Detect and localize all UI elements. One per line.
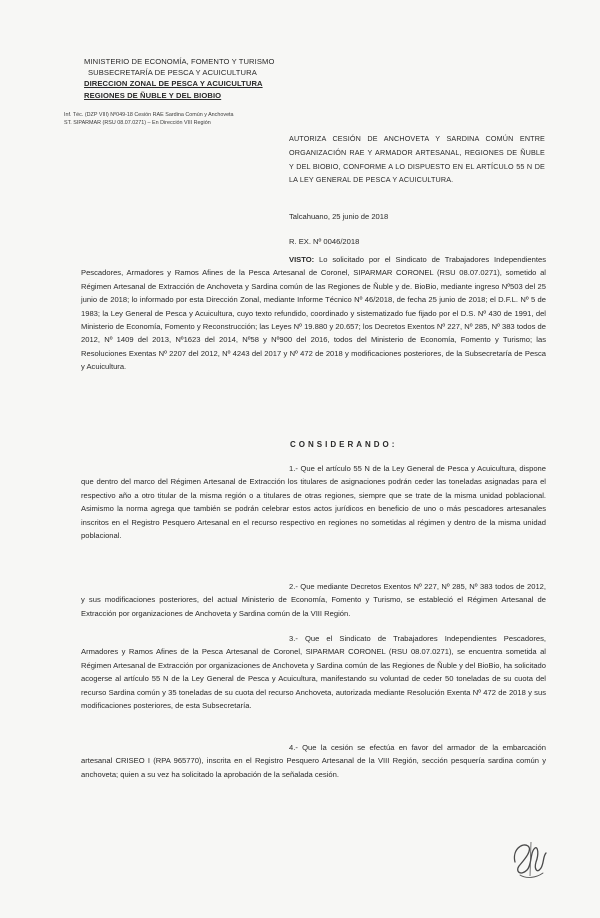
considerando-heading: CONSIDERANDO: — [290, 440, 398, 449]
resolution-date: Talcahuano, 25 junio de 2018 — [289, 212, 389, 221]
considerando-item-text: 3.- Que el Sindicato de Trabajadores Independientes Pescadores, Armadores y Ramos Afines de la Pesca Artesanal de Coronel, SIPARMAR CORONEL (RSU 08.07.0271), se encuentra sometida al Régimen Artesanal de Extracción por organizaciones de Anchoveta y Sardina común de las Regiones de Ñuble y del BioBio, ha solicitado acogerse al artículo 55 N de la Ley General de Pesca y Acuicultura, manifestando su voluntad de ceder 50 toneladas de su cuota del recurso Sardina común y 35 toneladas de su cuota del recurso Anchoveta, autorizada mediante Resolución Exenta Nº 472 de 2018 y sus modificaciones posteriores, de esta Subsecretaría. — [81, 634, 546, 711]
visto-paragraph — [81, 253, 546, 374]
reference-line-2: ST. SIPARMAR (RSU 08.07.0271) – En Dirección VIII Región — [64, 120, 211, 126]
resolution-subject: AUTORIZA CESIÓN DE ANCHOVETA Y SARDINA COMÚN ENTRE ORGANIZACIÓN RAE Y ARMADOR ARTESANAL, REGIONES DE ÑUBLE Y DEL BIOBIO, CONFORME A LO DISPUESTO EN EL ARTÍCULO 55 N DE LA LEY GENERAL DE PESCA Y ACUICULTURA. — [289, 134, 545, 185]
considerando-item-text: 4.- Que la cesión se efectúa en favor del armador de la embarcación artesanal CRISEO I (RPA 965770), inscrita en el Registro Pesquero Artesanal de la VIII Región, sección pesquería sardina común y anchoveta; quien a su vez ha solicitado la aprobación de la señalada cesión. — [81, 743, 546, 779]
ministry-line: MINISTERIO DE ECONOMÍA, FOMENTO Y TURISMO — [84, 57, 275, 66]
considerando-item-1 — [81, 462, 546, 542]
reference-lines — [64, 111, 324, 127]
considerando-item-text: 2.- Que mediante Decretos Exentos Nº 227, Nº 285, Nº 383 todos de 2012, y sus modificaciones posteriores, del actual Ministerio de Economía, Fomento y Turismo, se estableció el Régimen Artesanal de Extracción por organizaciones de Anchoveta y Sardina común de la VIII Región. — [81, 582, 546, 618]
considerando-item-2 — [81, 580, 546, 620]
letterhead — [84, 56, 314, 101]
reference-line-1: Inf. Téc. (DZP VIII) Nº049-18 Cesión RAE Sardina Común y Anchoveta — [64, 112, 234, 118]
considerando-item-3 — [81, 632, 546, 712]
direccion-line: DIRECCION ZONAL DE PESCA Y ACUICULTURA — [84, 79, 263, 89]
resolution-number: R. EX. Nº 0046/2018 — [289, 237, 360, 246]
visto-label: VISTO: — [289, 255, 315, 264]
visto-text: Lo solicitado por el Sindicato de Trabajadores Independientes Pescadores, Armadores y Ramos Afines de la Pesca Artesanal de Coronel, SIPARMAR CORONEL (RSU 08.07.0271), sometido al Régimen Artesanal de Extracción de Anchoveta y Sardina común de las Regiones de Ñuble y de. BioBio, mediante ingreso Nº503 del 25 junio de 2018; lo informado por esta Dirección Zonal, mediante Informe Técnico Nº 46/2018, de fecha 25 junio de 2018; el D.F.L. Nº 5 de 1983; la Ley General de Pesca y Acuicultura, cuyo texto refundido, coordinado y sistematizado fue fijado por el D.S. Nº 430 de 1991, del Ministerio de Economía, Fomento y Reconstrucción; las Leyes Nº 19.880 y 20.657; los Decretos Exentos Nº 227, Nº 285, Nº 383 todos de 2012, Nº 1409 del 2013, Nº1623 del 2014, Nº58 y Nº900 del 2016, todos del Ministerio de Economía, Fomento y Turismo; las Resoluciones Exentas Nº 2207 del 2012, Nº 4243 del 2017 y Nº 472 de 2018 y modificaciones posteriores, de la Subsecretaría de Pesca y Acuicultura. — [81, 255, 546, 372]
subsecretaria-line: SUBSECRETARÍA DE PESCA Y ACUICULTURA — [88, 68, 257, 78]
considerando-item-text: 1.- Que el artículo 55 N de la Ley General de Pesca y Acuicultura, dispone que dentro del marco del Régimen Artesanal de Extracción los titulares de asignaciones podrán ceder las toneladas asignadas para el respectivo año a otro titular de la misma región o a titulares de otras regiones, siempre que se trate de la misma unidad poblacional. Asimismo la norma agrega que también se podrán celebrar estos actos jurídicos en beneficio de uno o más pescadores artesanales inscritos en el Registro Pesquero Artesanal en el recurso respectivo en regiones no sometidas al régimen y dentro de la misma unidad poblacional. — [81, 464, 546, 541]
regiones-line: REGIONES DE ÑUBLE Y DEL BIOBIO — [84, 90, 222, 100]
signature-icon — [506, 836, 552, 882]
considerando-item-4 — [81, 741, 546, 781]
